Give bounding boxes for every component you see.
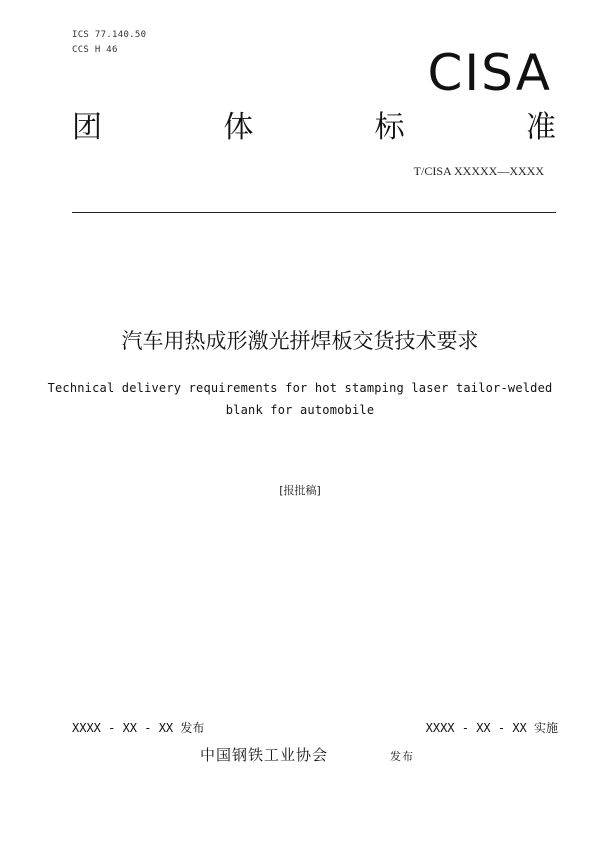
standard-type-char: 标: [374, 110, 405, 145]
standard-type-char: 体: [223, 110, 254, 145]
implementation-date: XXXX - XX - XX 实施: [425, 721, 558, 735]
standard-type-heading: [72, 108, 556, 148]
title-english: [40, 377, 560, 421]
ics-code: ICS 77.140.50: [72, 30, 147, 40]
standard-number: T/CISA XXXXX—XXXX: [413, 164, 544, 178]
cisa-logo: CISA: [427, 44, 552, 102]
issue-date: XXXX - XX - XX 发布: [72, 721, 205, 735]
draft-stage-label: [报批稿]: [279, 484, 321, 497]
publish-label: 发布: [390, 750, 414, 763]
title-english-line-1: Technical delivery requirements for hot stamping laser tailor-welded: [47, 381, 553, 395]
ccs-code: CCS H 46: [72, 45, 118, 55]
title-chinese: 汽车用热成形激光拼焊板交货技术要求: [121, 329, 479, 353]
title-english-line-2: blank for automobile: [225, 403, 375, 417]
publisher-name: 中国钢铁工业协会: [200, 746, 329, 764]
standard-type-char: 准: [525, 110, 556, 145]
standard-type-char: 团: [72, 110, 102, 145]
header-divider: [72, 212, 556, 213]
